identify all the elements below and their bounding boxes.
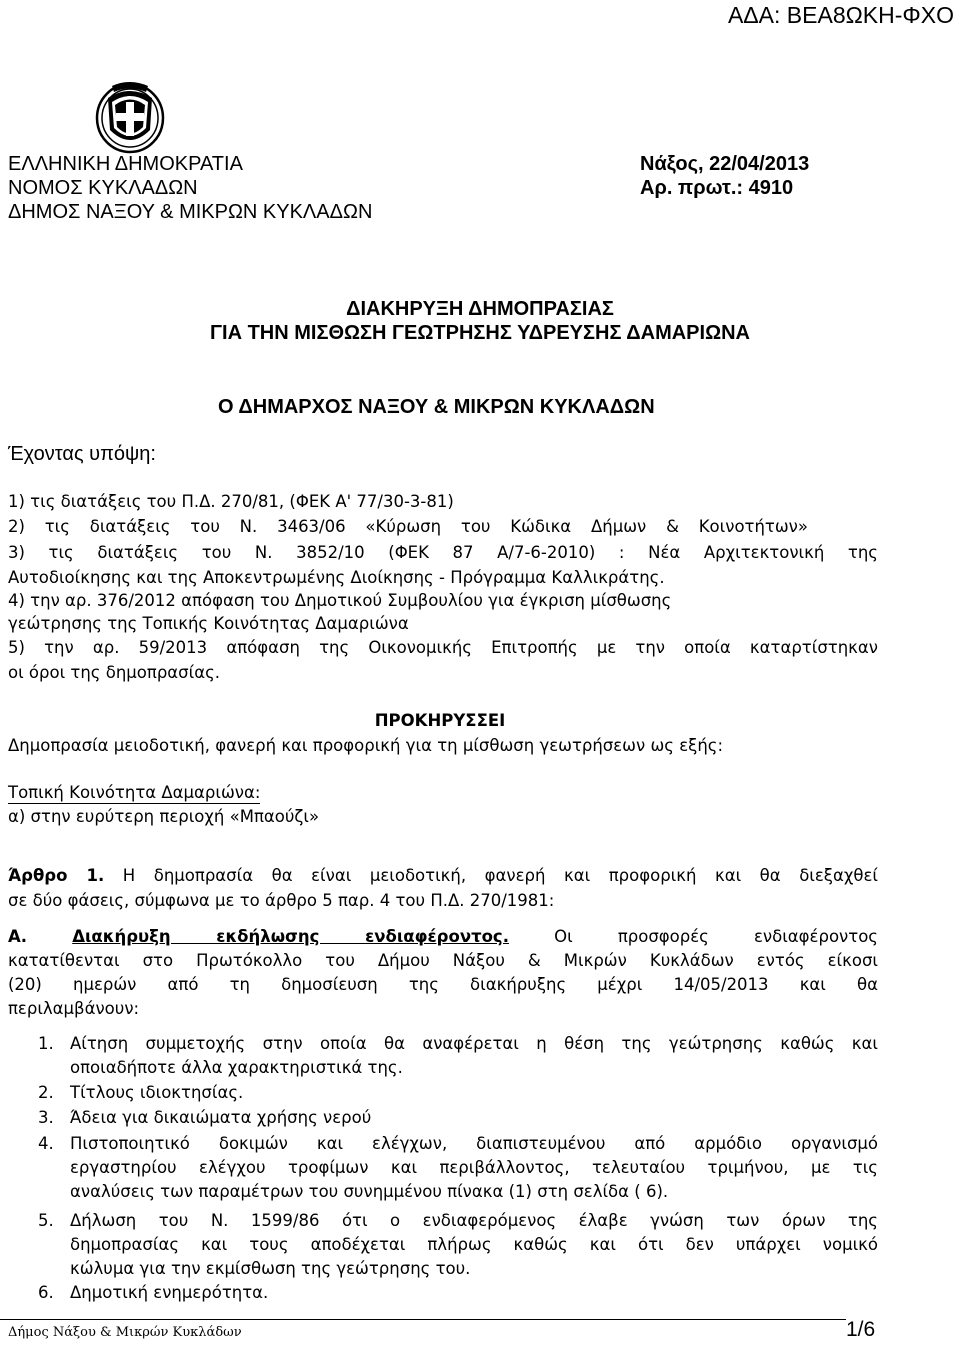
footer-municipality: Δήμος Νάξου & Μικρών Κυκλάδων — [8, 1325, 242, 1340]
protocol-number: Αρ. πρωτ.: 4910 — [640, 177, 794, 199]
provision-4b: γεώτρησης της Τοπικής Κοινότητας Δαμαριώνα — [8, 614, 409, 633]
item-5-line3: κώλυμα για την εκμίσθωση της γεώτρησης του. — [70, 1259, 471, 1278]
document-title-line1: ΔΙΑΚΗΡΥΞΗ ΔΗΜΟΠΡΑΣΙΑΣ — [346, 298, 614, 320]
item-number: 6. — [38, 1283, 54, 1302]
item-number: 2. — [38, 1083, 54, 1102]
article-1-line2: σε δύο φάσεις, σύμφωνα με το άρθρο 5 παρ. 4 του Π.Δ. 270/1981: — [8, 891, 555, 910]
provision-1: 1) τις διατάξεις του Π.Δ. 270/81, (ΦΕΚ Α' 77/30-3-81) — [8, 492, 454, 511]
item-5-line2: δημοπρασίας και τους αποδέχεται πλήρως καθώς και ότι δεν υπάρχει νομικό — [70, 1235, 878, 1254]
item-1-line2: οποιαδήποτε άλλα χαρακτηριστικά της. — [70, 1058, 403, 1077]
proclaims-heading: ΠΡΟΚΗΡΥΣΣΕΙ — [374, 711, 506, 730]
header-line-municipality: ΔΗΜΟΣ ΝΑΞΟΥ & ΜΙΚΡΩΝ ΚΥΚΛΑΔΩΝ — [8, 201, 373, 223]
provision-3a: 3) τις διατάξεις του Ν. 3852/10 (ΦΕΚ 87 Α/7-6-2010) : Νέα Αρχιτεκτονική της — [8, 543, 878, 562]
footer-divider — [0, 1319, 846, 1320]
section-a-line1: Α. Διακήρυξη εκδήλωσης ενδιαφέροντος. Οι προσφορές ενδιαφέροντος — [8, 927, 878, 946]
ada-code: ΑΔΑ: ΒΕΑ8ΩΚΗ-ΦΧΟ — [727, 2, 954, 28]
area-line: α) στην ευρύτερη περιοχή «Μπαούζι» — [8, 807, 320, 826]
place-date: Νάξος, 22/04/2013 — [640, 153, 810, 175]
item-4-line3: αναλύσεις των παραμέτρων του συνημμένου πίνακα (1) στη σελίδα ( 6). — [70, 1182, 669, 1201]
item-2-line1: Τίτλους ιδιοκτησίας. — [70, 1083, 244, 1102]
section-a-line3: (20) ημερών από τη δημοσίευση της διακήρυξης μέχρι 14/05/2013 και θα — [8, 975, 878, 994]
provision-2: 2) τις διατάξεις του Ν. 3463/06 «Κύρωση του Κώδικα Δήμων & Κοινοτήτων» — [8, 517, 808, 536]
article-1-line1: Άρθρο 1. Η δημοπρασία θα είναι μειοδοτική, φανερή και προφορική και θα διεξαχθεί — [8, 866, 878, 885]
provision-3b: Αυτοδιοίκησης και της Αποκεντρωμένης Διοίκησης - Πρόγραμμα Καλλικράτης. — [8, 568, 665, 587]
header-line-state: ΕΛΛΗΝΙΚΗ ΔΗΜΟΚΡΑΤΙΑ — [8, 153, 243, 175]
auction-description: Δημοπρασία μειοδοτική, φανερή και προφορική για τη μίσθωση γεωτρήσεων ως εξής: — [8, 736, 724, 755]
mayor-heading: Ο ΔΗΜΑΡΧΟΣ ΝΑΞΟΥ & ΜΙΚΡΩΝ ΚΥΚΛΑΔΩΝ — [218, 396, 655, 418]
page-number: 1/6 — [846, 1318, 876, 1341]
header-line-prefecture: ΝΟΜΟΣ ΚΥΚΛΑΔΩΝ — [8, 177, 198, 199]
section-a-line2: κατατίθενται στο Πρωτόκολλο του Δήμου Νάξου & Μικρών Κυκλάδων εντός είκοσι — [8, 951, 878, 970]
document-title-line2: ΓΙΑ ΤΗΝ ΜΙΣΘΩΣΗ ΓΕΩΤΡΗΣΗΣ ΥΔΡΕΥΣΗΣ ΔΑΜΑΡΙΩΝΑ — [209, 322, 750, 344]
greek-emblem-icon — [94, 78, 166, 154]
item-number: 4. — [38, 1134, 54, 1153]
item-4-line1: Πιστοποιητικό δοκιμών και ελέγχων, διαπιστευμένου από αρμόδιο οργανισμό — [70, 1134, 878, 1153]
provision-5b: οι όροι της δημοπρασίας. — [8, 663, 221, 682]
item-number: 1. — [38, 1034, 54, 1053]
section-a-line4: περιλαμβάνουν: — [8, 999, 140, 1018]
item-1-line1: Αίτηση συμμετοχής στην οποία θα αναφέρεται η θέση της γεώτρησης καθώς και — [70, 1034, 878, 1053]
item-5-line1: Δήλωση του Ν. 1599/86 ότι ο ενδιαφερόμενος έλαβε γνώση των όρων της — [70, 1211, 878, 1230]
provision-4a: 4) την αρ. 376/2012 απόφαση του Δημοτικού Συμβουλίου για έγκριση μίσθωσης — [8, 591, 672, 610]
item-number: 5. — [38, 1211, 54, 1230]
item-6-line1: Δημοτική ενημερότητα. — [70, 1283, 269, 1302]
item-4-line2: εργαστηρίου ελέγχου τροφίμων και περιβάλλοντος, τελευταίου τριμήνου, με τις — [70, 1158, 878, 1177]
considering-label: Έχοντας υπόψη: — [8, 443, 156, 465]
provision-5a: 5) την αρ. 59/2013 απόφαση της Οικονομικής Επιτροπής με την οποία καταρτίστηκαν — [8, 638, 878, 657]
community-label: Τοπική Κοινότητα Δαμαριώνα: — [8, 783, 261, 802]
item-3-line1: Άδεια για δικαιώματα χρήσης νερού — [70, 1108, 372, 1127]
item-number: 3. — [38, 1108, 54, 1127]
